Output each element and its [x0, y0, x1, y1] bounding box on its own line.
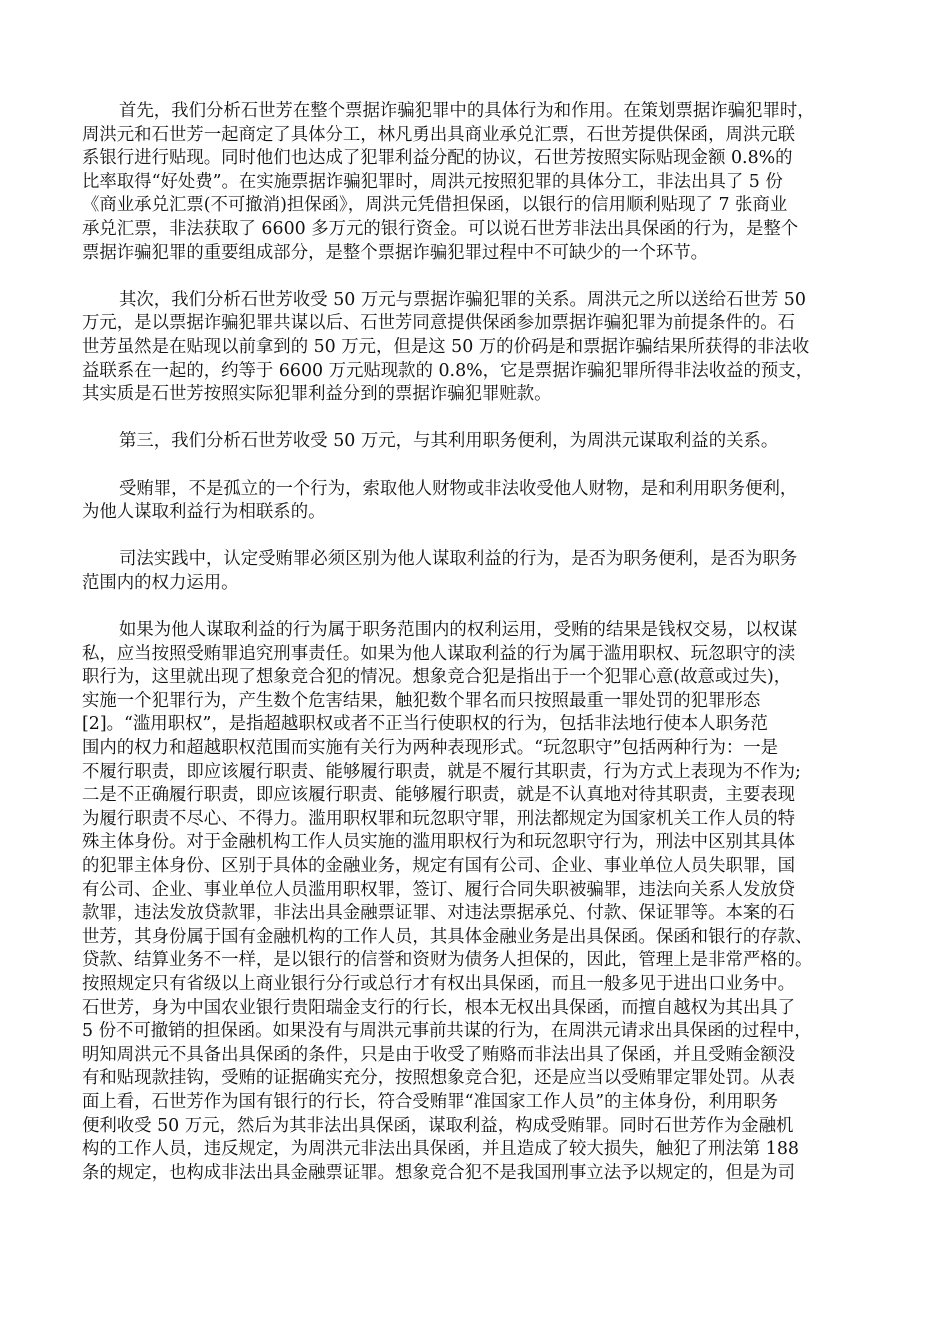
text-line: 其实质是石世芳按照实际犯罪利益分到的票据诈骗犯罪赃款。: [82, 384, 552, 405]
text-line: 有和贴现款挂钩，受贿的证据确实充分，按照想象竞合犯，还是应当以受贿罪定罪处罚。从表: [82, 1068, 796, 1089]
text-line: 范围内的权力运用。: [82, 572, 239, 593]
text-line: 世芳虽然是在贴现以前拿到的 50 万元，但是这 50 万的价码是和票据诈骗结果所获得的非法收: [82, 336, 810, 357]
text-line: 万元，是以票据诈骗犯罪共谋以后、石世芳同意提供保函参加票据诈骗犯罪为前提条件的。石: [82, 313, 796, 334]
text-line: 有公司、企业、事业单位人员滥用职权罪，签订、履行合同失职被骗罪，违法向关系人发放贷: [82, 879, 796, 900]
text-line: 《商业承兑汇票(不可撤消)担保函》，周洪元凭借担保函，以银行的信用顺利贴现了 7 张商业: [82, 195, 788, 216]
text-line: 首先，我们分析石世芳在整个票据诈骗犯罪中的具体行为和作用。在策划票据诈骗犯罪时，: [119, 101, 815, 121]
paragraph-4: [82, 478, 868, 525]
text-line: 为履行职责不尽心、不得力。滥用职权罪和玩忽职守罪，刑法都规定为国家机关工作人员的特: [82, 808, 796, 829]
text-line: 二是不正确履行职责，即应该履行职责、能够履行职责，就是不认真地对待其职责，主要表现: [82, 785, 796, 806]
text-line: 石世芳，身为中国农业银行贵阳瑞金支行的行长，根本无权出具保函，而擅自越权为其出具了: [82, 997, 796, 1018]
text-line: 其次，我们分析石世芳收受 50 万元与票据诈骗犯罪的关系。周洪元之所以送给石世芳 50: [119, 289, 806, 310]
text-line: 贷款、结算业务不一样，是以银行的信誉和资财为债务人担保的，因此，管理上是非常严格的。: [82, 950, 813, 971]
paragraph-6: [82, 619, 868, 1185]
text-line: 5 份不可撤销的担保函。如果没有与周洪元事前共谋的行为，在周洪元请求出具保函的过程中，: [82, 1021, 812, 1042]
text-line: 明知周洪元不具备出具保函的条件，只是由于收受了贿赂而非法出具了保函，并且受贿金额没: [82, 1044, 796, 1065]
paragraph-5: [82, 548, 868, 595]
text-line: 面上看，石世芳作为国有银行的行长，符合受贿罪“准国家工作人员”的主体身份，利用职务: [82, 1091, 779, 1112]
text-line: 私，应当按照受贿罪追究刑事责任。如果为他人谋取利益的行为属于滥用职权、玩忽职守的渎: [82, 643, 796, 664]
text-line: 世芳，其身份属于国有金融机构的工作人员，其具体金融业务是出具保函。保函和银行的存款、: [82, 926, 813, 947]
text-line: 围内的权力和超越职权范围而实施有关行为两种表现形式。“玩忽职守”包括两种行为：一是: [82, 738, 779, 759]
text-line: 便利收受 50 万元，然后为其非法出具保函，谋取利益，构成受贿罪。同时石世芳作为金融机: [82, 1115, 794, 1136]
text-line: 司法实践中，认定受贿罪必须区别为他人谋取利益的行为，是否为职务便利，是否为职务: [119, 549, 798, 570]
text-line: 承兑汇票，非法获取了 6600 多万元的银行资金。可以说石世芳非法出具保函的行为，是整个: [82, 218, 799, 239]
text-line: 条的规定，也构成非法出具金融票证罪。想象竞合犯不是我国刑事立法予以规定的，但是为司: [82, 1162, 796, 1183]
paragraph-2: [82, 289, 868, 407]
text-line: 周洪元和石世芳一起商定了具体分工，林凡勇出具商业承兑汇票，石世芳提供保函，周洪元联: [82, 124, 796, 145]
paragraph-3: [82, 430, 868, 454]
text-line: 不履行职责，即应该履行职责、能够履行职责，就是不履行其职责，行为方式上表现为不作为;: [82, 761, 801, 782]
text-line: 构的工作人员，违反规定，为周洪元非法出具保函，并且造成了较大损失，触犯了刑法第 188: [82, 1139, 799, 1160]
text-line: 第三，我们分析石世芳收受 50 万元，与其利用职务便利，为周洪元谋取利益的关系。: [119, 431, 779, 452]
text-line: 如果为他人谋取利益的行为属于职务范围内的权利运用，受贿的结果是钱权交易，以权谋: [119, 620, 798, 641]
text-line: 比率取得“好处费”。在实施票据诈骗犯罪时，周洪元按照犯罪的具体分工，非法出具了 5 份: [82, 171, 783, 192]
text-line: 的犯罪主体身份、区别于具体的金融业务，规定有国有公司、企业、事业单位人员失职罪，国: [82, 856, 796, 876]
text-line: 票据诈骗犯罪的重要组成部分，是整个票据诈骗犯罪过程中不可缺少的一个环节。: [82, 242, 709, 263]
document-page: [82, 100, 868, 1209]
text-line: 系银行进行贴现。同时他们也达成了犯罪利益分配的协议，石世芳按照实际贴现金额 0.8%的: [82, 148, 793, 169]
text-line: 职行为，这里就出现了想象竞合犯的情况。想象竞合犯是指出于一个犯罪心意(故意或过失)，: [82, 667, 792, 688]
text-line: [2]。“滥用职权”，是指超越职权或者不正当行使职权的行为，包括非法地行使本人职务范: [82, 714, 768, 735]
text-line: 按照规定只有省级以上商业银行分行或总行才有权出具保函，而且一般多见于进出口业务中。: [82, 973, 796, 994]
text-line: 受贿罪，不是孤立的一个行为，索取他人财物或非法收受他人财物，是和利用职务便利，: [119, 478, 798, 499]
text-line: 款罪，违法发放贷款罪，非法出具金融票证罪、对违法票据承兑、付款、保证罪等。本案的石: [82, 903, 796, 924]
text-line: 为他人谋取利益行为相联系的。: [82, 502, 326, 523]
text-line: 益联系在一起的，约等于 6600 万元贴现款的 0.8%，它是票据诈骗犯罪所得非法收益的预支，: [82, 360, 814, 381]
text-line: 殊主体身份。对于金融机构工作人员实施的滥用职权行为和玩忽职守行为，刑法中区别其具体: [82, 832, 796, 853]
text-line: 实施一个犯罪行为，产生数个危害结果，触犯数个罪名而只按照最重一罪处罚的犯罪形态: [82, 690, 761, 711]
paragraph-1: [82, 100, 868, 265]
